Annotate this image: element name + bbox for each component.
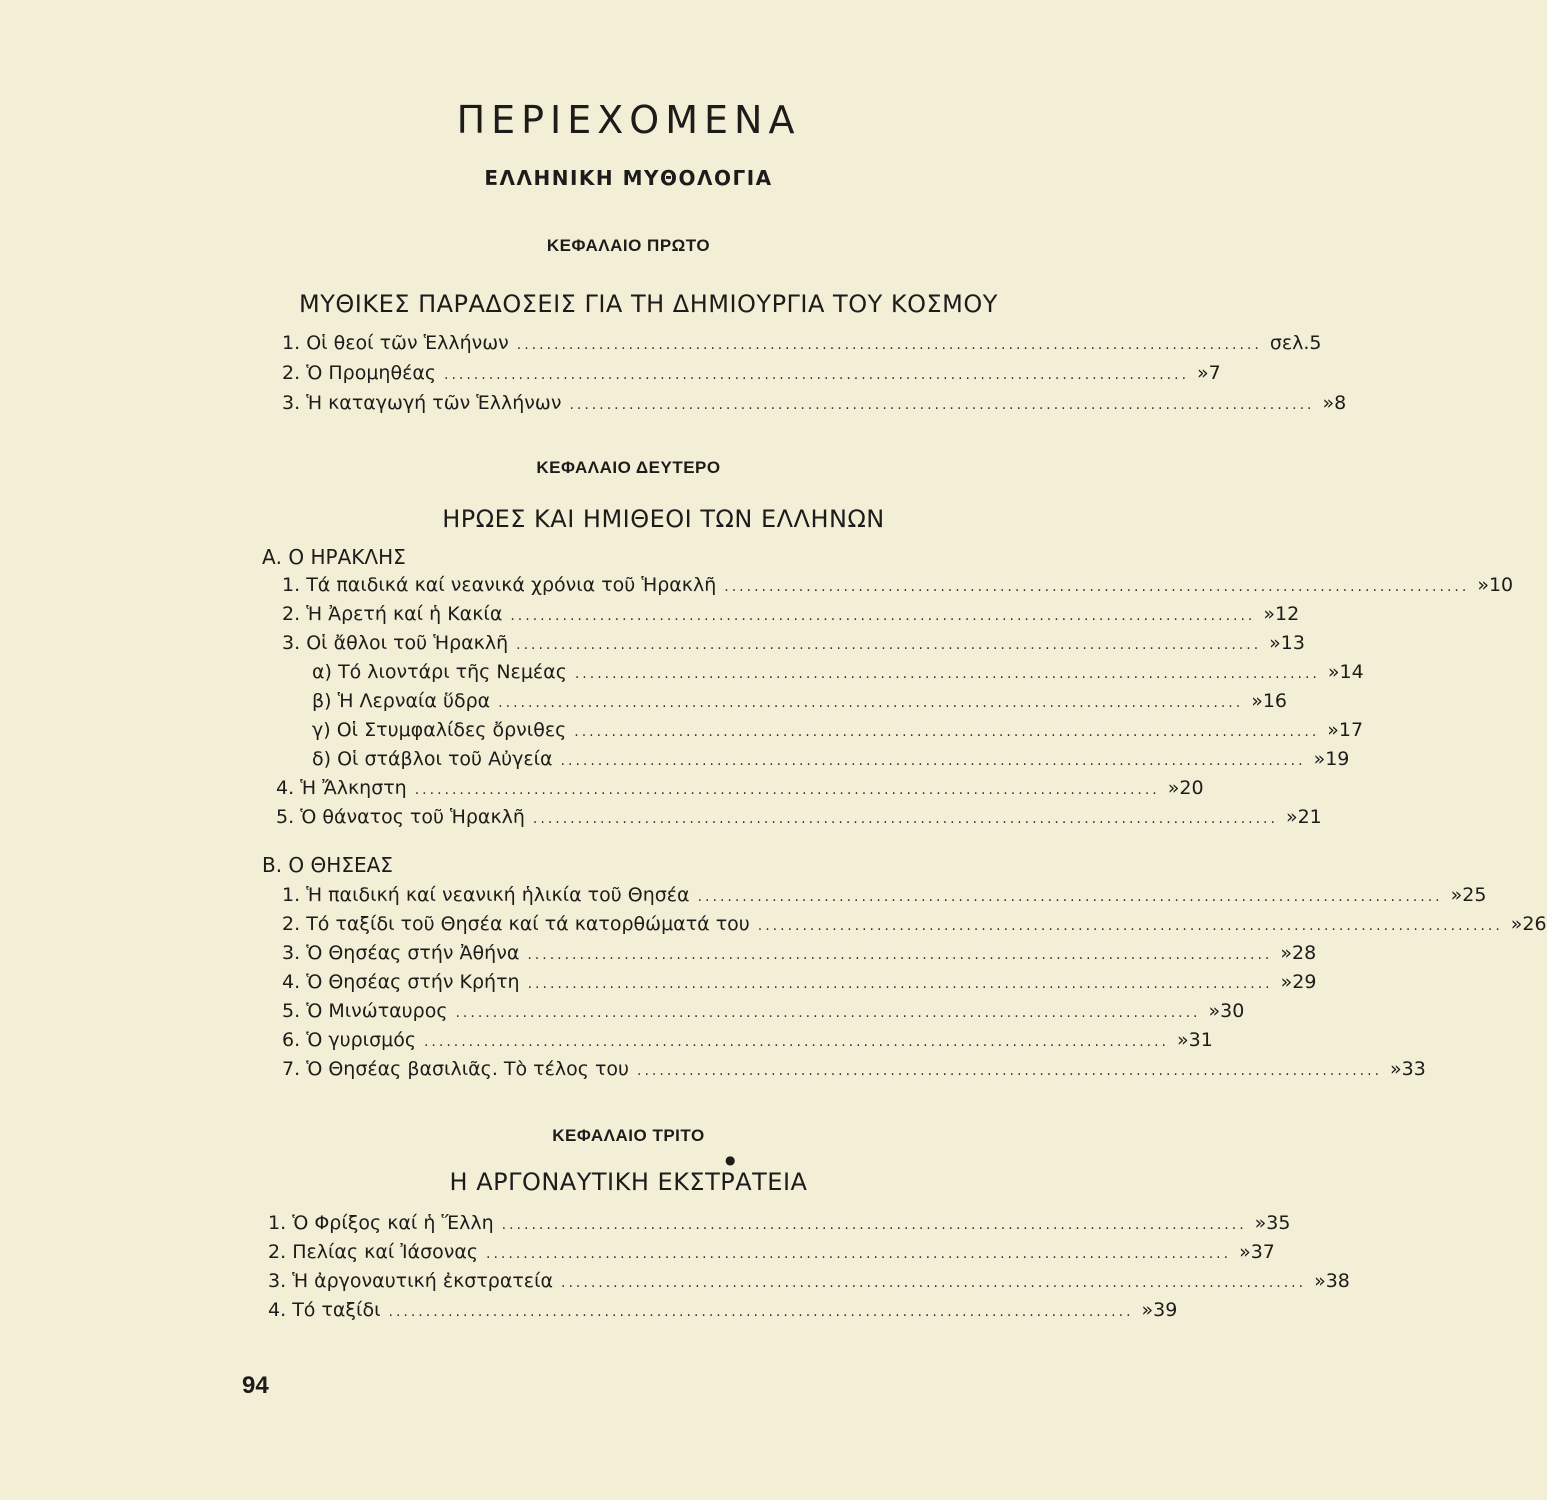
chapter-3-title: Η ΑΡΓΟΝΑΥΤΙΚΗ ΕΚΣΤΡΑΤΕΙΑ — [449, 1168, 808, 1196]
bullet-mark: ● — [725, 1153, 736, 1167]
toc-entry: 1. Ὁ Φρίξος καί ἡ Ἕλλη .................................................................................................... » 35 — [268, 1212, 1291, 1234]
chapter-3-label: ΚΕΦΑΛΑΙΟ ΤΡΙΤΟ — [552, 1126, 705, 1145]
toc-entry: 5. Ὁ Μινώταυρος .................................................................................................... » 30 — [282, 1000, 1245, 1022]
toc-entry: 4. Τό ταξίδι .................................................................................................... » 39 — [268, 1299, 1178, 1321]
toc-entry: 6. Ὁ γυρισμός .................................................................................................... » 31 — [282, 1029, 1213, 1051]
toc-entry: 4. Ὁ Θησέας στήν Κρήτη .................................................................................................... » 29 — [282, 971, 1317, 993]
toc-entry: 2. Τό ταξίδι τοῦ Θησέα καί τά κατορθώματά του .................................................................................................... » 26 — [282, 913, 1547, 935]
toc-entry: 2. Πελίας καί Ἰάσονας .................................................................................................... » 37 — [268, 1241, 1275, 1263]
toc-entry: 1. Ἡ παιδική καί νεανική ἡλικία τοῦ Θησέα .................................................................................................... » 25 — [282, 884, 1487, 906]
toc-entry: 3. Ἡ καταγωγή τῶν Ἑλλήνων .................................................................................................... » 8 — [282, 392, 1347, 414]
toc-entry: 7. Ὁ Θησέας βασιλιᾶς. Τὸ τέλος του .................................................................................................... » 33 — [282, 1058, 1426, 1080]
book-subtitle: ΕΛΛΗΝΙΚΗ ΜΥΘΟΛΟΓΙΑ — [484, 166, 773, 190]
toc-subentry: β) Ἡ Λερναία ὕδρα .................................................................................................... » 16 — [312, 690, 1288, 712]
page-title: ΠΕΡΙΕΧΟΜΕΝΑ — [456, 98, 801, 142]
chapter-2-label: ΚΕΦΑΛΑΙΟ ΔΕΥΤΕΡΟ — [536, 458, 721, 477]
toc-entry: 1. Τά παιδικά καί νεανικά χρόνια τοῦ Ἡρακλῆ .................................................................................................... » 10 — [282, 574, 1514, 596]
toc-entry: 3. Οἱ ἄθλοι τοῦ Ἡρακλῆ .................................................................................................... » 13 — [282, 632, 1305, 654]
section-heading: Β. Ο ΘΗΣΕΑΣ — [262, 853, 393, 877]
toc-subentry: α) Τό λιοντάρι τῆς Νεμέας .................................................................................................... » 14 — [312, 661, 1364, 683]
toc-entry: 3. Ὁ Θησέας στήν Ἀθήνα .................................................................................................... » 28 — [282, 942, 1317, 964]
toc-subentry: δ) Οἱ στάβλοι τοῦ Αὐγεία .................................................................................................... » 19 — [312, 748, 1350, 770]
toc-entry: 1. Οἱ θεοί τῶν Ἑλλήνων .................................................................................................... σελ. 5 — [282, 332, 1322, 354]
chapter-2-title: ΗΡΩΕΣ ΚΑΙ ΗΜΙΘΕΟΙ ΤΩΝ ΕΛΛΗΝΩΝ — [442, 505, 885, 533]
toc-entry: 4. Ἡ Ἄλκηστη .................................................................................................... » 20 — [276, 777, 1204, 799]
toc-entry: 2. Ἡ Ἀρετή καί ἡ Κακία .................................................................................................... » 12 — [282, 603, 1300, 625]
toc-entry: 3. Ἡ ἀργοναυτική ἐκστρατεία .................................................................................................... » 38 — [268, 1270, 1350, 1292]
chapter-1-title: ΜΥΘΙΚΕΣ ΠΑΡΑΔΟΣΕΙΣ ΓΙΑ ΤΗ ΔΗΜΙΟΥΡΓΙΑ ΤΟΥ ΚΟΣΜΟΥ — [299, 290, 998, 318]
toc-entry: 2. Ὁ Προμηθέας .................................................................................................... » 7 — [282, 362, 1221, 384]
page-number: 94 — [242, 1372, 269, 1399]
toc-subentry: γ) Οἱ Στυμφαλίδες ὄρνιθες .................................................................................................... » 17 — [312, 719, 1364, 741]
section-heading: Α. Ο ΗΡΑΚΛΗΣ — [262, 545, 406, 569]
toc-entry: 5. Ὁ θάνατος τοῦ Ἡρακλῆ .................................................................................................... » 21 — [276, 806, 1322, 828]
chapter-1-label: ΚΕΦΑΛΑΙΟ ΠΡΩΤΟ — [546, 236, 711, 255]
